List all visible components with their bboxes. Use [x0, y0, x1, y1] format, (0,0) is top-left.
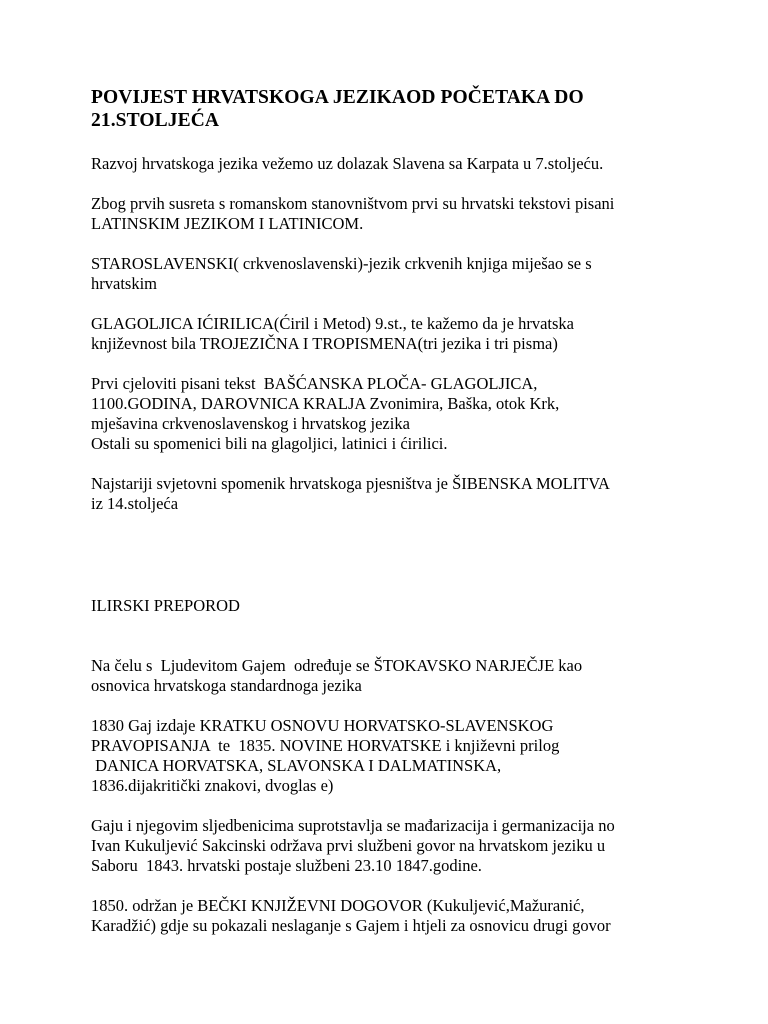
text-line: Prvi cjeloviti pisani tekst BAŠĆANSKA PLOČA- GLAGOLJICA,: [91, 374, 538, 393]
text-line: Ostali su spomenici bili na glagoljici, latinici i ćirilici.: [91, 434, 448, 453]
text-line: PRAVOPISANJA te 1835. NOVINE HORVATSKE i književni prilog: [91, 736, 560, 755]
text-line: osnovica hrvatskoga standardnoga jezika: [91, 676, 362, 695]
paragraph-1830: [91, 716, 691, 796]
text-line: Razvoj hrvatskoga jezika vežemo uz dolazak Slavena sa Karpata u 7.stoljeću.: [91, 154, 604, 173]
text-line: 1100.GODINA, DAROVNICA KRALJA Zvonimira, Baška, otok Krk,: [91, 394, 560, 413]
text-line: Zbog prvih susreta s romanskom stanovništvom prvi su hrvatski tekstovi pisani: [91, 194, 615, 213]
text-line: mješavina crkvenoslavenskog i hrvatskog jezika: [91, 414, 410, 433]
paragraph-madarizacija: [91, 816, 691, 876]
paragraph-latin: [91, 194, 691, 234]
text-line: Na čelu s Ljudevitom Gajem određuje se ŠTOKAVSKO NARJEČJE kao: [91, 656, 583, 675]
text-line: LATINSKIM JEZIKOM I LATINICOM.: [91, 214, 364, 233]
text-line: književnost bila TROJEZIČNA I TROPISMENA(tri jezika i tri pisma): [91, 334, 558, 353]
text-line: 1836.dijakritički znakovi, dvoglas e): [91, 776, 334, 795]
section-heading: ILIRSKI PREPOROD: [91, 596, 240, 615]
text-line: iz 14.stoljeća: [91, 494, 179, 513]
paragraph-glagoljica: [91, 314, 691, 354]
paragraph-intro: [91, 154, 691, 174]
text-line: Karadžić) gdje su pokazali neslaganje s Gajem i htjeli za osnovicu drugi govor: [91, 916, 611, 935]
text-line: Najstariji svjetovni spomenik hrvatskoga pjesništva je ŠIBENSKA MOLITVA: [91, 474, 610, 493]
paragraph-gaj: [91, 656, 691, 696]
text-line: STAROSLAVENSKI( crkvenoslavenski)-jezik crkvenih knjiga miješao se s: [91, 254, 592, 273]
text-line: Gaju i njegovim sljedbenicima suprotstavlja se mađarizacija i germanizacija no: [91, 816, 615, 835]
paragraph-sibenska: [91, 474, 691, 514]
text-line: 1830 Gaj izdaje KRATKU OSNOVU HORVATSKO-SLAVENSKOG: [91, 716, 554, 735]
text-line: DANICA HORVATSKA, SLAVONSKA I DALMATINSKA,: [91, 756, 502, 775]
paragraph-bascanska: [91, 374, 691, 454]
paragraph-becki-dogovor: [91, 896, 691, 936]
text-line: Ivan Kukuljević Sakcinski održava prvi službeni govor na hrvatskom jeziku u: [91, 836, 606, 855]
document-page: [91, 86, 691, 936]
text-line: GLAGOLJICA IĆIRILICA(Ćiril i Metod) 9.st., te kažemo da je hrvatska: [91, 314, 574, 333]
title-line: 21.STOLJEĆA: [91, 110, 220, 131]
text-line: 1850. održan je BEČKI KNJIŽEVNI DOGOVOR (Kukuljević,Mažuranić,: [91, 896, 585, 915]
text-line: Saboru 1843. hrvatski postaje službeni 23.10 1847.godine.: [91, 856, 482, 875]
text-line: hrvatskim: [91, 274, 157, 293]
title-line: POVIJEST HRVATSKOGA JEZIKAOD POČETAKA DO: [91, 87, 584, 108]
paragraph-staroslavenski: [91, 254, 691, 294]
document-title: [91, 86, 691, 132]
